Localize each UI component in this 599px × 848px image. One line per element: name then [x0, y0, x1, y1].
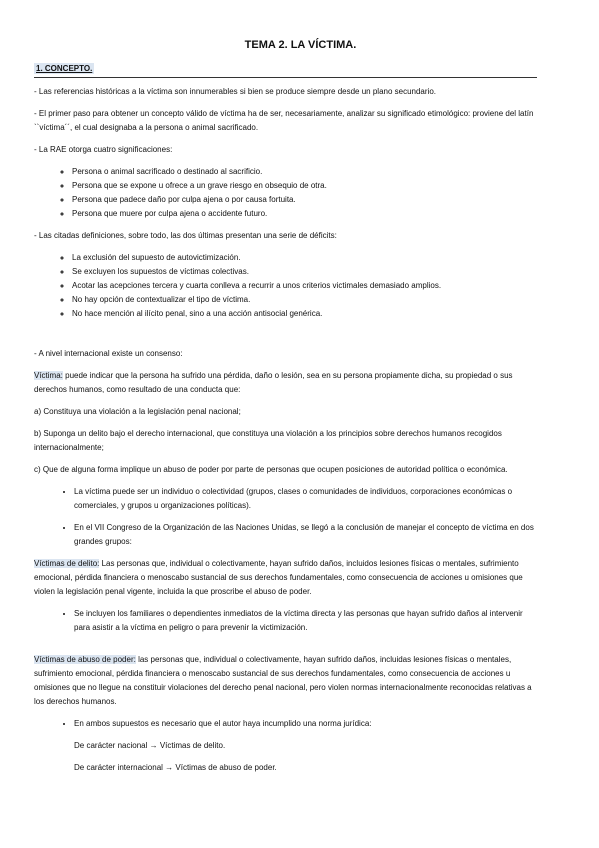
condition-a: a) Constituya una violación a la legislación penal nacional;: [34, 407, 241, 416]
list-item: [74, 717, 537, 775]
summary-bullet-text: En ambos supuestos es necesario que el autor haya incumplido una norma jurídica:: [74, 719, 372, 728]
list-item: ◦ Persona que se expone u ofrece a un grave riesgo en obsequio de otra.: [72, 179, 537, 193]
rae-meanings-list: [34, 165, 537, 221]
list-item: • Se incluyen los familiares o dependientes inmediatos de la víctima directa y las personas que hayan sufrido daños al intervenir para asistir a la víctima en peligro o para prevenir la victimización.: [74, 607, 537, 635]
list-item: ◦ No hay opción de contextualizar el tipo de víctima.: [72, 293, 537, 307]
list-item: ◦ Persona o animal sacrificado o destinado al sacrificio.: [72, 165, 537, 179]
term-victima: Víctima:: [34, 371, 63, 380]
paragraph-historical: - Las referencias históricas a la víctima son innumerables si bien se produce siempre desde un plano secundario.: [34, 87, 436, 96]
paragraph-consensus: - A nivel internacional existe un consenso:: [34, 349, 183, 358]
list-item: ◦ Persona que muere por culpa ajena o accidente futuro.: [72, 207, 537, 221]
condition-c: c) Que de alguna forma implique un abuso de poder por parte de personas que ocupen posiciones de autoridad política o económica.: [34, 465, 508, 474]
victimas-delito-text: Las personas que, individual o colectivamente, hayan sufrido daños, incluidos lesiones físicas o mentales, sufrimiento emocional, pérdida financiera o menoscabo sustancial de sus derechos fundamentales, como consecuencia de acciones u omisiones que violen la legislación penal vigente, incluida la que proscribe el abuso de poder.: [34, 559, 523, 596]
paragraph-rae-intro: - La RAE otorga cuatro significaciones:: [34, 145, 173, 154]
list-item: ◦ Acotar las acepciones tercera y cuarta conlleva a recurrir a unos criterios victimales demasiado amplios.: [72, 279, 537, 293]
delito-notes-list: [34, 607, 537, 635]
document-title: TEMA 2. LA VÍCTIMA.: [244, 39, 357, 51]
summary-list: [34, 717, 537, 775]
paragraph-victimas-abuso: [34, 653, 537, 709]
list-item: ◦ Persona que padece daño por culpa ajena o por causa fortuita.: [72, 193, 537, 207]
condition-b: b) Suponga un delito bajo el derecho internacional, que constituya una violación a los principios sobre derechos humanos recogidos internacionalmente;: [34, 429, 502, 452]
list-item: • La víctima puede ser un individuo o colectividad (grupos, clases o comunidades de individuos, corporaciones económicas o comerciales, y grupos u organizaciones políticas).: [74, 485, 537, 513]
victima-definition-text: puede indicar que la persona ha sufrido una pérdida, daño o lesión, sea en su persona propiamente dicha, su propiedad o sus derechos humanos, como resultado de una conducta que:: [34, 371, 513, 394]
list-item: • En el VII Congreso de la Organización de las Naciones Unidas, se llegó a la conclusión de manejar el concepto de víctima en dos grandes grupos:: [74, 521, 537, 549]
list-item: ◦ No hace mención al ilícito penal, sino a una acción antisocial genérica.: [72, 307, 537, 321]
list-item: ◦ Se excluyen los supuestos de víctimas colectivas.: [72, 265, 537, 279]
deficits-list: [34, 251, 537, 321]
paragraph-etymology: - El primer paso para obtener un concepto válido de víctima ha de ser, necesariamente, analizar su significado etimológico: proviene del latín ``víctima´´, el cual designaba a la persona o animal sacrificado.: [34, 109, 534, 132]
internacional-line: De carácter internacional → Víctimas de abuso de poder.: [74, 763, 277, 772]
term-victimas-abuso: Víctimas de abuso de poder:: [34, 655, 136, 664]
paragraph-victima-definition: [34, 369, 537, 397]
paragraph-deficits-intro: - Las citadas definiciones, sobre todo, las dos últimas presentan una serie de déficits:: [34, 231, 337, 240]
term-victimas-delito: Víctimas de delito:: [34, 559, 100, 568]
section-heading-label: 1. CONCEPTO.: [36, 64, 93, 73]
nacional-line: De carácter nacional → Víctimas de delito.: [74, 741, 226, 750]
victimas-abuso-text: las personas que, individual o colectivamente, hayan sufrido daños, incluidas lesiones físicas o mentales, sufrimiento emocional, pérdida financiera o menoscabo sustancial de sus derechos fundamentales, como consecuencia de acciones u omisiones que no llegue na constituir violaciones del derecho penal nacional, pero violen normas internacionalmente reconocidas relativas a los derechos humanos.: [34, 655, 532, 706]
section-heading: [34, 62, 537, 78]
list-item: ◦ La exclusión del supuesto de autovictimización.: [72, 251, 537, 265]
paragraph-victimas-delito: [34, 557, 537, 599]
victim-concept-list: [34, 485, 537, 549]
